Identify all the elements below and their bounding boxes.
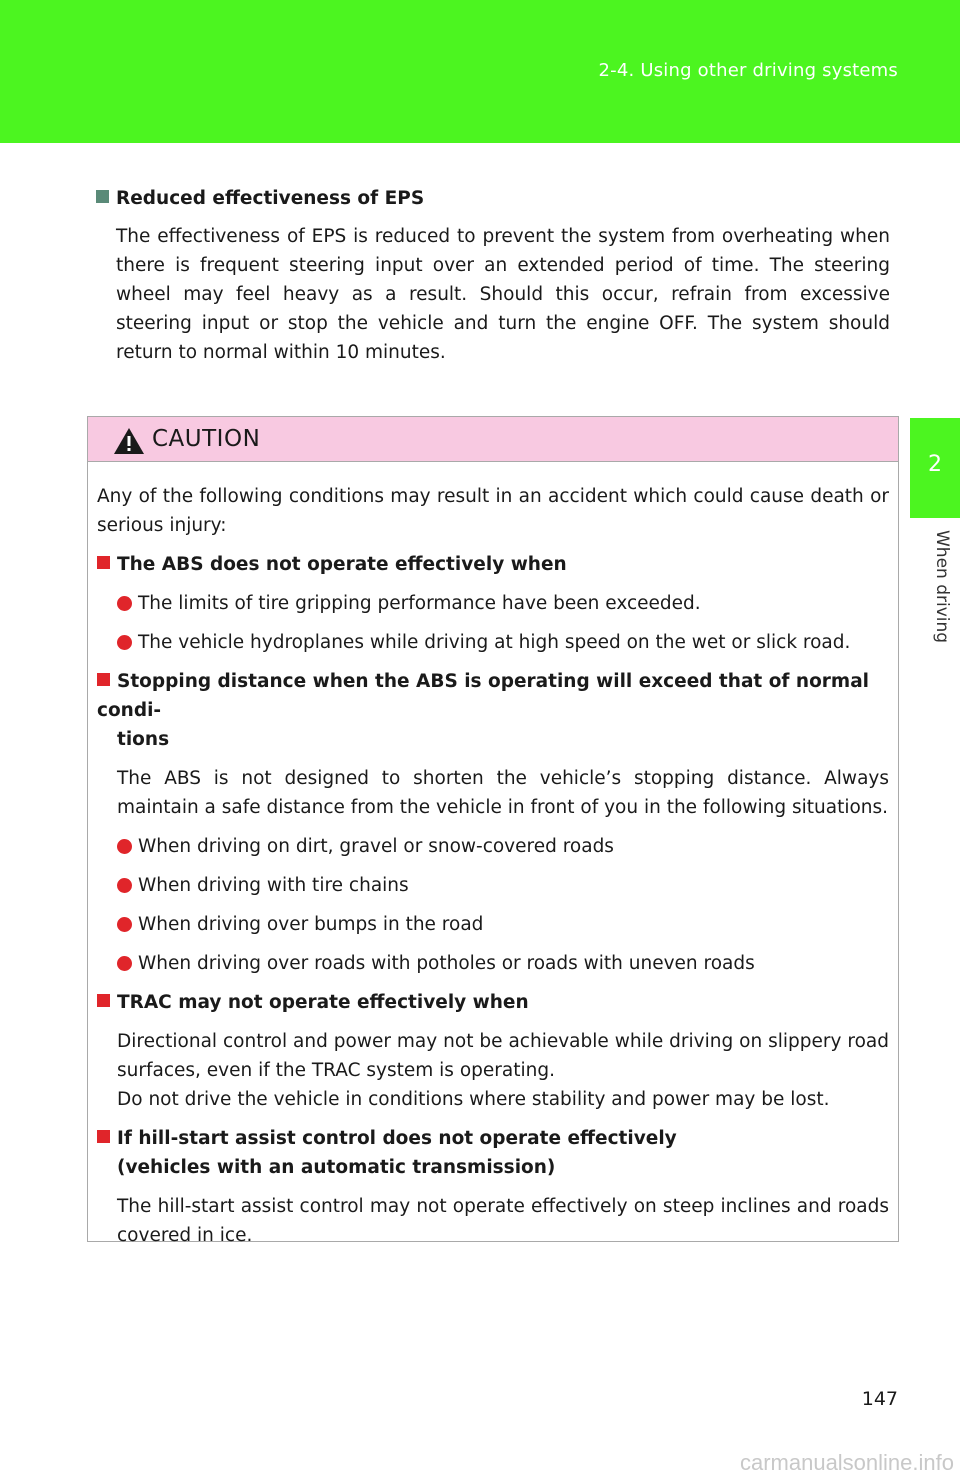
bullet-dot-icon bbox=[117, 635, 132, 650]
watermark: carmanualsonline.info bbox=[739, 1450, 954, 1475]
list-item: When driving over bumps in the road bbox=[117, 910, 889, 939]
square-bullet-icon bbox=[97, 994, 110, 1007]
eps-body: The effectiveness of EPS is reduced to prevent the system from overheating when there is frequent steering input over an extended period of time. The steering wheel may feel heavy as a result. Should this occur, refrain from excessive steering input or stop the vehicle and turn the engine OFF. The system should return to normal within 10 minutes. bbox=[116, 226, 890, 363]
stopping-heading: Stopping distance when the ABS is operating will exceed that of normal condi- tions bbox=[97, 671, 870, 750]
square-bullet-icon bbox=[97, 1130, 110, 1143]
list-item: When driving with tire chains bbox=[117, 871, 889, 900]
square-bullet-icon bbox=[97, 556, 110, 569]
page-header bbox=[0, 0, 960, 143]
trac-body: Directional control and power may not be achievable while driving on slippery road surfaces, even if the TRAC system is operating. bbox=[117, 1031, 889, 1081]
square-bullet-icon bbox=[97, 673, 110, 686]
page-number: 147 bbox=[861, 1388, 898, 1410]
list-item: The limits of tire gripping performance have been exceeded. bbox=[117, 589, 889, 618]
trac-heading: TRAC may not operate effectively when bbox=[97, 988, 889, 1017]
bullet-dot-icon bbox=[117, 878, 132, 893]
caution-body bbox=[88, 462, 898, 1250]
bullet-dot-icon bbox=[117, 956, 132, 971]
section-title: 2-4. Using other driving systems bbox=[598, 60, 898, 81]
stopping-body: The ABS is not designed to shorten the vehicle’s stopping distance. Always maintain a safe distance from the vehicle in front of you in the following situations. bbox=[117, 768, 889, 818]
caution-header bbox=[88, 417, 898, 462]
bullet-dot-icon bbox=[117, 917, 132, 932]
chapter-tab bbox=[910, 418, 960, 518]
list-item: When driving on dirt, gravel or snow-covered roads bbox=[117, 832, 889, 861]
list-item: The vehicle hydroplanes while driving at high speed on the wet or slick road. bbox=[117, 628, 889, 657]
hill-body: The hill-start assist control may not operate effectively on steep inclines and roads covered in ice. bbox=[117, 1196, 889, 1246]
bullet-dot-icon bbox=[117, 839, 132, 854]
caution-title: CAUTION bbox=[152, 426, 261, 452]
caution-box bbox=[87, 416, 899, 1246]
hill-heading: If hill-start assist control does not operate effectively (vehicles with an automatic transmission) bbox=[97, 1124, 889, 1182]
eps-heading: Reduced effectiveness of EPS bbox=[96, 186, 890, 212]
chapter-number: 2 bbox=[928, 452, 942, 477]
caution-intro: Any of the following conditions may result in an accident which could cause death or serious injury: bbox=[97, 486, 889, 536]
abs-heading: The ABS does not operate effectively when bbox=[97, 550, 889, 579]
square-bullet-icon bbox=[96, 190, 109, 203]
eps-section bbox=[96, 186, 890, 367]
bullet-dot-icon bbox=[117, 596, 132, 611]
warning-triangle-icon bbox=[112, 426, 146, 456]
trac-body-2: Do not drive the vehicle in conditions where stability and power may be lost. bbox=[117, 1089, 830, 1110]
list-item: When driving over roads with potholes or roads with uneven roads bbox=[117, 949, 889, 978]
chapter-label: When driving bbox=[932, 530, 952, 644]
